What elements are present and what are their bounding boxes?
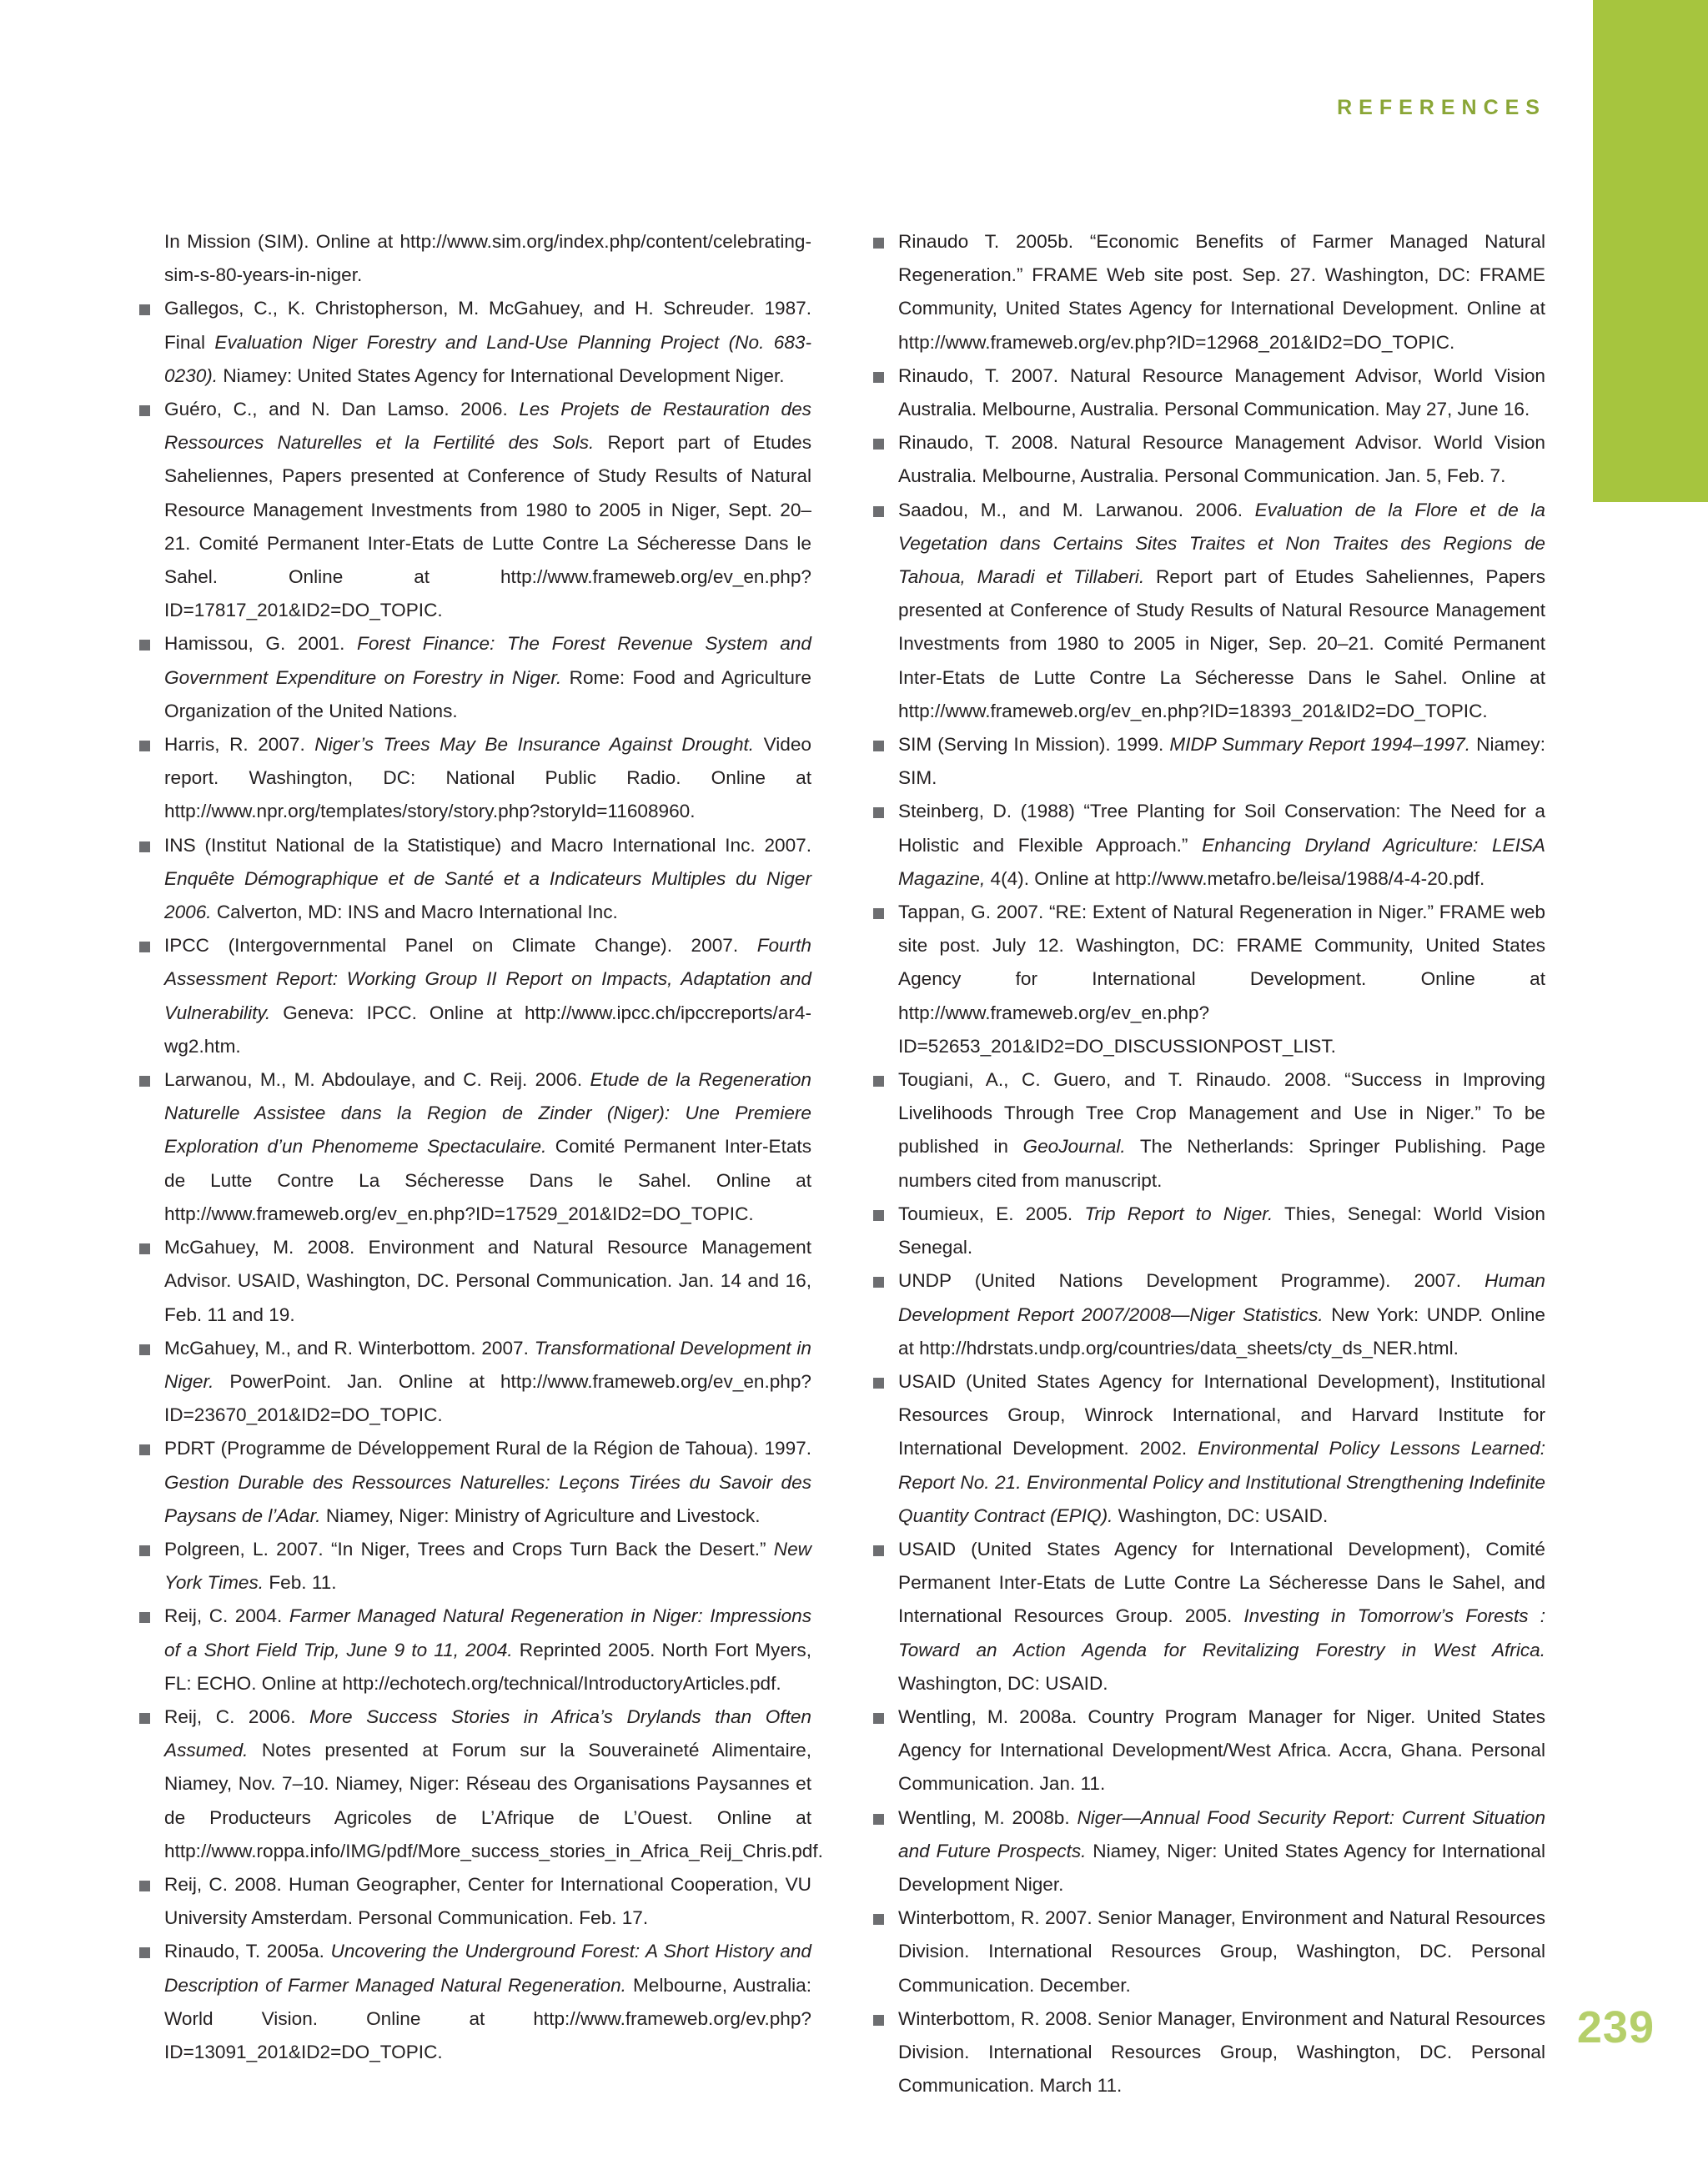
reference-text: Niamey, Niger: Ministry of Agriculture and Livestock. bbox=[320, 1504, 761, 1526]
reference-text: Polgreen, L. 2007. “In Niger, Trees and Crops Turn Back the Desert.” bbox=[164, 1538, 774, 1560]
reference-entry bbox=[863, 896, 1545, 1063]
reference-entry bbox=[129, 627, 811, 728]
reference-entry bbox=[129, 929, 811, 1063]
reference-entry bbox=[863, 1264, 1545, 1365]
reference-title: Les Projets de Restauration des Ressources Naturelles et la Fertilité des Sols. bbox=[164, 399, 811, 454]
reference-text: Niamey, Niger: United States Agency for International Development Niger. bbox=[898, 1840, 1545, 1895]
reference-text: PDRT (Programme de Développement Rural de la Région de Tahoua). 1997. bbox=[164, 1438, 811, 1459]
reference-title: Enquête Démographique et de Santé et a Indicateurs Multiples du Niger 2006. bbox=[164, 867, 811, 923]
reference-text: Guéro, C., and N. Dan Lamso. 2006. bbox=[164, 399, 520, 420]
reference-text: Wentling, M. 2008b. bbox=[898, 1806, 1078, 1828]
square-bullet-icon bbox=[873, 908, 884, 919]
reference-text: INS (Institut National de la Statistique) and Macro International Inc. 2007. bbox=[164, 834, 811, 856]
references-right-column bbox=[863, 225, 1545, 2102]
square-bullet-icon bbox=[139, 640, 150, 651]
reference-text: Rinaudo, T. 2007. Natural Resource Management Advisor, World Vision Australia. Melbourne, Australia. Personal Communication. May 27, June 16. bbox=[898, 364, 1545, 420]
page-number: 239 bbox=[1576, 2002, 1655, 2052]
reference-text: Thies, Senegal: World Vision Senegal. bbox=[898, 1203, 1545, 1258]
square-bullet-icon bbox=[139, 1612, 150, 1623]
reference-text: SIM (Serving In Mission). 1999. bbox=[898, 734, 1170, 756]
reference-title: Uncovering the Underground Forest: A Short History and Description of Farmer Managed Natural Regeneration. bbox=[164, 1941, 811, 1996]
reference-text: Steinberg, D. (1988) “Tree Planting for Soil Conservation: The Need for a Holistic and Flexible Approach.” bbox=[898, 801, 1545, 856]
reference-text: Melbourne, Australia: World Vision. Online at http://www.frameweb.org/ev.php?ID=13091_201&ID2=DO_TOPIC. bbox=[164, 1974, 811, 2062]
reference-entry bbox=[863, 1198, 1545, 1264]
reference-text: McGahuey, M. 2008. Environment and Natural Resource Management Advisor. USAID, Washington, DC. Personal Communication. Jan. 14 and 16, Feb. 11 and 19. bbox=[164, 1237, 811, 1325]
reference-entry bbox=[129, 393, 811, 627]
reference-text: Washington, DC: USAID. bbox=[1113, 1504, 1329, 1526]
reference-text: Rinaudo, T. 2005a. bbox=[164, 1941, 331, 1962]
reference-text: Report part of Etudes Saheliennes, Papers presented at Conference of Study Results of Natural Resource Management Investments from 1980 to 2005 in Niger, Sep. 20–21. Comité Permanent Inter-Etats de Lutte Contre La Sécheresse Dans le Sahel. Online at http://www.frameweb.org/ev_en.php?ID=18393_201&ID2=DO_TOPIC. bbox=[898, 566, 1546, 721]
reference-text: Feb. 11. bbox=[264, 1572, 337, 1594]
reference-entry bbox=[863, 1801, 1545, 1902]
reference-text: 4(4). Online at http://www.metafro.be/leisa/1988/4-4-20.pdf. bbox=[985, 867, 1485, 889]
square-bullet-icon bbox=[873, 506, 884, 517]
reference-text: Saadou, M., and M. Larwanou. 2006. bbox=[898, 499, 1255, 520]
reference-text: Rinaudo T. 2005b. “Economic Benefits of Farmer Managed Natural Regeneration.” FRAME Web site post. Sep. 27. Washington, DC: FRAME Community, United States Agency for International Development. Online at http://www.frameweb.org/ev.php?ID=12968_201&ID2=DO_TOPIC. bbox=[898, 231, 1545, 353]
reference-text: Harris, R. 2007. bbox=[164, 734, 315, 756]
reference-text: Reprinted 2005. North Fort Myers, FL: ECHO. Online at http://echotech.org/technical/IntroductoryArticles.pdf. bbox=[164, 1639, 812, 1694]
reference-title: Trip Report to Niger. bbox=[1084, 1203, 1273, 1224]
square-bullet-icon bbox=[139, 1545, 150, 1556]
reference-entry bbox=[129, 1231, 811, 1332]
reference-entry bbox=[863, 2002, 1545, 2103]
reference-text: Reij, C. 2008. Human Geographer, Center for International Cooperation, VU University Amsterdam. Personal Communication. Feb. 17. bbox=[164, 1873, 811, 1929]
reference-text: Rinaudo, T. 2008. Natural Resource Management Advisor. World Vision Australia. Melbourne, Australia. Personal Communication. Jan. 5, Feb. 7. bbox=[898, 432, 1545, 487]
reference-text: UNDP (United Nations Development Programme). 2007. bbox=[898, 1270, 1485, 1292]
square-bullet-icon bbox=[139, 841, 150, 852]
square-bullet-icon bbox=[873, 1076, 884, 1087]
reference-text: Toumieux, E. 2005. bbox=[898, 1203, 1085, 1224]
reference-text: Report part of Etudes Saheliennes, Papers presented at Conference of Study Results of Natural Resource Management Investments from 1980 to 2005 in Niger, Sept. 20–21. Comité Permanent Inter-Etats de Lutte Contre La Sécheresse Dans le Sahel. Online at http://www.frameweb.org/ev_en.php?ID=17817_201&ID2=DO_TOPIC. bbox=[164, 432, 812, 621]
reference-title: MIDP Summary Report 1994–1997. bbox=[1169, 734, 1471, 756]
reference-entry bbox=[863, 225, 1545, 359]
square-bullet-icon bbox=[139, 1881, 150, 1891]
reference-text: Reij, C. 2004. bbox=[164, 1605, 289, 1627]
reference-text: Reij, C. 2006. bbox=[164, 1705, 310, 1727]
reference-text: USAID (United States Agency for International Development), Institutional Resources Group, Winrock International, and Harvard Institute for International Development. 2002. bbox=[898, 1370, 1545, 1459]
reference-entry bbox=[129, 1063, 811, 1231]
reference-text: Winterbottom, R. 2008. Senior Manager, Environment and Natural Resources Division. International Resources Group, Washington, DC. Personal Communication. March 11. bbox=[898, 2007, 1545, 2097]
square-bullet-icon bbox=[139, 1344, 150, 1355]
reference-title: Fourth Assessment Report: Working Group II Report on Impacts, Adaptation and Vulnerability. bbox=[164, 935, 811, 1023]
reference-entry bbox=[129, 225, 811, 292]
reference-title: Niger—Annual Food Security Report: Current Situation and Future Prospects. bbox=[898, 1806, 1546, 1861]
reference-text: In Mission (SIM). Online at http://www.sim.org/index.php/content/celebrating-sim-s-80-years-in-niger. bbox=[164, 231, 811, 286]
reference-text: Washington, DC: USAID. bbox=[898, 1672, 1108, 1694]
square-bullet-icon bbox=[873, 1713, 884, 1724]
reference-title: Transformational Development in Niger. bbox=[164, 1337, 811, 1392]
square-bullet-icon bbox=[139, 942, 150, 952]
reference-title: Human Development Report 2007/2008—Niger Statistics. bbox=[898, 1270, 1545, 1325]
square-bullet-icon bbox=[139, 1243, 150, 1254]
reference-entry bbox=[129, 292, 811, 393]
reference-title: New York Times. bbox=[164, 1538, 811, 1594]
square-bullet-icon bbox=[139, 1947, 150, 1958]
square-bullet-icon bbox=[873, 1814, 884, 1825]
reference-text: Wentling, M. 2008a. Country Program Manager for Niger. United States Agency for International Development/West Africa. Accra, Ghana. Personal Communication. Jan. 11. bbox=[898, 1705, 1545, 1795]
reference-text: Geneva: IPCC. Online at http://www.ipcc.ch/ipccreports/ar4-wg2.htm. bbox=[164, 1002, 811, 1057]
reference-entry bbox=[863, 1365, 1545, 1533]
reference-text: IPCC (Intergovernmental Panel on Climate Change). 2007. bbox=[164, 935, 757, 957]
square-bullet-icon bbox=[873, 1210, 884, 1221]
reference-title: Etude de la Regeneration Naturelle Assistee dans la Region de Zinder (Niger): Une Premiere Exploration d’un Phenomeme Spectaculaire. bbox=[164, 1069, 811, 1158]
reference-entry bbox=[129, 1700, 823, 1868]
reference-entry bbox=[863, 1700, 1545, 1801]
reference-title: More Success Stories in Africa’s Drylands than Often Assumed. bbox=[164, 1705, 811, 1761]
reference-text: Niamey: United States Agency for International Development Niger. bbox=[218, 364, 785, 386]
reference-entry bbox=[129, 1868, 811, 1935]
reference-entry bbox=[129, 1432, 811, 1533]
reference-title: Investing in Tomorrow’s Forests : Toward an Action Agenda for Revitalizing Forestry in West Africa. bbox=[898, 1605, 1545, 1660]
reference-title: Environmental Policy Lessons Learned: Report No. 21. Environmental Policy and Institutional Strengthening Indefinite Quantity Contract (EPIQ). bbox=[898, 1438, 1545, 1526]
reference-entry bbox=[863, 1063, 1545, 1198]
square-bullet-icon bbox=[873, 807, 884, 818]
square-bullet-icon bbox=[139, 1076, 150, 1087]
reference-entry bbox=[863, 359, 1545, 426]
reference-title: Evaluation Niger Forestry and Land-Use Planning Project (No. 683-0230). bbox=[164, 331, 811, 386]
reference-text: Niamey: SIM. bbox=[898, 734, 1546, 789]
reference-entry bbox=[863, 426, 1545, 493]
square-bullet-icon bbox=[873, 238, 884, 249]
reference-entry bbox=[129, 1600, 811, 1700]
square-bullet-icon bbox=[873, 741, 884, 751]
square-bullet-icon bbox=[873, 1914, 884, 1925]
section-label: REFERENCES bbox=[1337, 96, 1546, 119]
reference-entry bbox=[863, 494, 1545, 728]
reference-text: Calverton, MD: INS and Macro International Inc. bbox=[211, 902, 618, 923]
square-bullet-icon bbox=[139, 741, 150, 751]
reference-title: Farmer Managed Natural Regeneration in Niger: Impressions of a Short Field Trip, June 9 to 11, 2004. bbox=[164, 1605, 811, 1660]
reference-entry bbox=[129, 728, 811, 829]
reference-entry bbox=[129, 1332, 811, 1433]
reference-entry bbox=[863, 795, 1545, 896]
reference-title: Enhancing Dryland Agriculture: LEISA Magazine, bbox=[898, 834, 1545, 889]
reference-entry bbox=[129, 1533, 811, 1600]
reference-text: Hamissou, G. 2001. bbox=[164, 633, 358, 655]
square-bullet-icon bbox=[139, 1444, 150, 1455]
reference-entry bbox=[129, 1935, 811, 2069]
reference-text: Winterbottom, R. 2007. Senior Manager, Environment and Natural Resources Division. International Resources Group, Washington, DC. Personal Communication. December. bbox=[898, 1907, 1545, 1996]
references-left-column bbox=[129, 225, 823, 2069]
reference-entry bbox=[863, 728, 1545, 795]
chapter-tab bbox=[1593, 0, 1708, 502]
reference-text: McGahuey, M., and R. Winterbottom. 2007. bbox=[164, 1337, 535, 1359]
reference-text: New York: UNDP. Online at http://hdrstats.undp.org/countries/data_sheets/cty_ds_NER.html. bbox=[898, 1304, 1545, 1359]
square-bullet-icon bbox=[873, 372, 884, 383]
reference-text: Larwanou, M., M. Abdoulaye, and C. Reij. 2006. bbox=[164, 1069, 590, 1091]
reference-entry bbox=[863, 1533, 1545, 1700]
reference-text: Video report. Washington, DC: National Public Radio. Online at http://www.npr.org/templates/story/story.php?storyId=11608960. bbox=[164, 734, 811, 822]
reference-title: Evaluation de la Flore et de la Vegetation dans Certains Sites Traites et Non Traites des Regions de Tahoua, Maradi et Tillaberi. bbox=[898, 499, 1545, 588]
reference-text: Tougiani, A., C. Guero, and T. Rinaudo. 2008. “Success in Improving Livelihoods Through Tree Crop Management and Use in Niger.” To be published in bbox=[898, 1069, 1545, 1158]
reference-title: Gestion Durable des Ressources Naturelles: Leçons Tirées du Savoir des Paysans de l’Adar. bbox=[164, 1471, 811, 1526]
reference-title: Niger’s Trees May Be Insurance Against Drought. bbox=[314, 734, 755, 756]
reference-text: The Netherlands: Springer Publishing. Page numbers cited from manuscript. bbox=[898, 1136, 1545, 1191]
square-bullet-icon bbox=[873, 2015, 884, 2026]
square-bullet-icon bbox=[873, 439, 884, 450]
reference-text: PowerPoint. Jan. Online at http://www.frameweb.org/ev_en.php?ID=23670_201&ID2=DO_TOPIC. bbox=[164, 1370, 811, 1426]
reference-text: Tappan, G. 2007. “RE: Extent of Natural Regeneration in Niger.” FRAME web site post. July 12. Washington, DC: FRAME Community, United States Agency for International Development. Online at http://www.frameweb.org/ev_en.php?ID=52653_201&ID2=DO_DISCUSSIONPOST_LIST. bbox=[898, 902, 1545, 1057]
square-bullet-icon bbox=[873, 1545, 884, 1556]
reference-title: Forest Finance: The Forest Revenue System and Government Expenditure on Forestry in Niger. bbox=[164, 633, 812, 688]
reference-text: Gallegos, C., K. Christopherson, M. McGahuey, and H. Schreuder. 1987. Final bbox=[164, 298, 811, 353]
square-bullet-icon bbox=[139, 405, 150, 416]
reference-text: Comité Permanent Inter-Etats de Lutte Contre La Sécheresse Dans le Sahel. Online at http://www.frameweb.org/ev_en.php?ID=17529_201&ID2=DO_TOPIC. bbox=[164, 1136, 811, 1224]
square-bullet-icon bbox=[139, 304, 150, 315]
reference-entry bbox=[863, 1901, 1545, 2002]
reference-text: Notes presented at Forum sur la Souveraineté Alimentaire, Niamey, Nov. 7–10. Niamey, Niger: Réseau des Organisations Paysannes et de Producteurs Agricoles de L’Afrique de L’Ouest. Online at http://www.roppa.info/IMG/pdf/More_success_stories_in_Africa_Reij_Chris.pdf. bbox=[164, 1740, 823, 1861]
square-bullet-icon bbox=[873, 1277, 884, 1288]
reference-text: Rome: Food and Agriculture Organization of the United Nations. bbox=[164, 666, 811, 721]
square-bullet-icon bbox=[139, 1713, 150, 1724]
reference-entry bbox=[129, 829, 811, 930]
reference-title: GeoJournal. bbox=[1022, 1136, 1126, 1158]
reference-text: USAID (United States Agency for International Development), Comité Permanent Inter-Etats de Lutte Contre La Sécheresse Dans le Sahel, and International Resources Group. 2005. bbox=[898, 1538, 1545, 1627]
square-bullet-icon bbox=[873, 1378, 884, 1389]
